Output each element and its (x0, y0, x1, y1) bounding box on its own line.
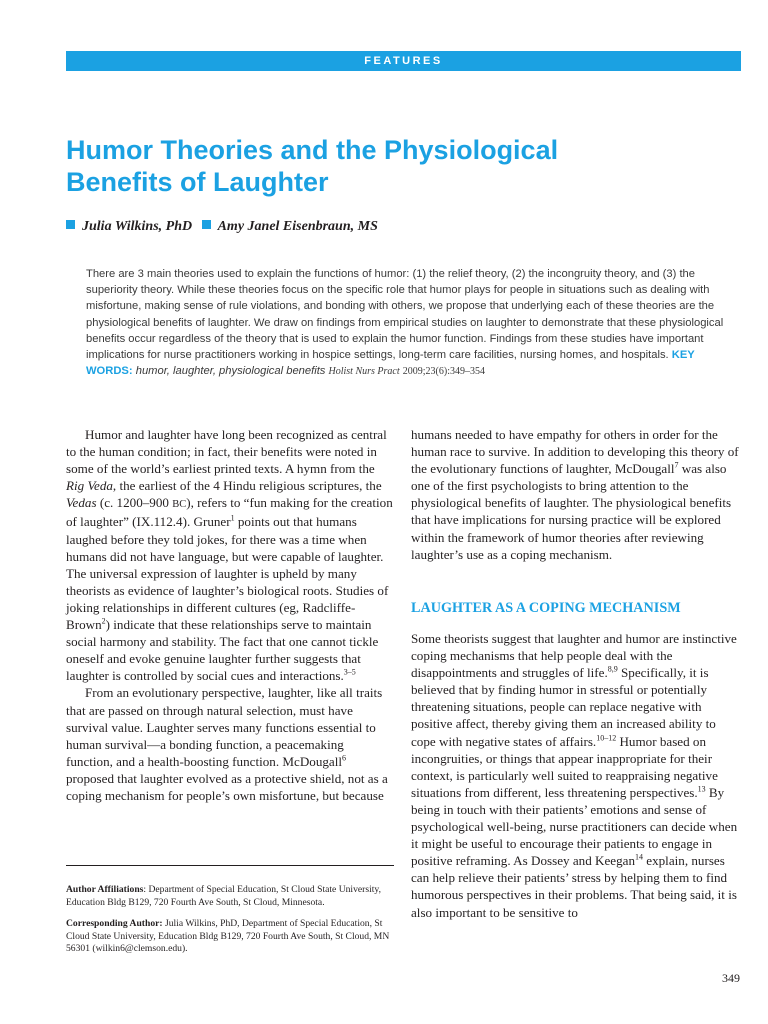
body-column-left (66, 426, 393, 804)
text-run-italic: Vedas (66, 495, 97, 511)
affiliations-text: : Department of Special Education, St Cloud State University, Education Bldg B129, 720 Fourth Ave South, St Cloud, Minnesota. (66, 884, 381, 908)
keywords-label: KEY WORDS: (86, 349, 695, 378)
footnote-divider (66, 865, 394, 866)
text-run-italic: Rig Veda (66, 478, 113, 494)
reference-superscript: 14 (635, 852, 643, 862)
reference-superscript: 8,9 (607, 664, 618, 674)
journal-name: Holist Nurs Pract (328, 366, 400, 378)
text-run: ), refers to “fun making for the creation of laughter” (IX.112.4). Gruner (66, 495, 393, 530)
reference-superscript: 2 (101, 616, 106, 626)
title-line-2: Benefits of Laughter (66, 167, 329, 197)
section-banner: FEATURES (66, 51, 741, 71)
affiliations-label: Author Affiliations (66, 884, 144, 895)
text-run: explain, nurses can help relieve their patients’ stress by helping them to find humorous perspectives in their problems. That being said, it is also important to be sensitive to (411, 853, 737, 920)
square-bullet-icon (66, 220, 75, 229)
text-run: Some theorists suggest that laughter and humor are instinctive coping mechanisms that help people deal with the disappointments and struggles of life. (411, 631, 737, 681)
abstract-text: There are 3 main theories used to explain the functions of humor: (1) the relief theory, (2) the incongruity theory, and (3) the superiority theory. While these theories focus on the specific role that humor plays for people in situations such as dealing with misfortune, making sense of rule violations, and bonding with others, we propose that underlying each of these theories are the physiological benefits of laughter. We draw on findings from empirical studies on laughter to demonstrate that these physiological benefits occur regardless of the theory that is used to explain the humor function. Findings from these studies have important implications for nurse practitioners working in hospice settings, long-term care facilities, nursing homes, and hospitals. (86, 268, 724, 362)
text-run: was also one of the first psychologists to bring attention to the physiological benefits of laughter. The physiological benefits that have implications for nursing practice will be explored within the framework of humor theories after reviewing laughter’s use as a coping mechanism. (411, 461, 732, 562)
corresponding-text: Julia Wilkins, PhD, Department of Special Education, St Cloud State University, Education Bldg B129, 720 Fourth Ave South, St Cloud, MN 56301 (wilkin6@clemson.edu). (66, 918, 390, 955)
text-run: points out that humans laughed before they told jokes, for there was a time when humans did not have language, but were capable of laughter. The universal expression of laughter is upheld by many theorists as evidence of laughter’s biological roots. Studies of joking relationships in different cultures (eg, Radcliffe-Brown (66, 514, 389, 633)
text-run: Specifically, it is believed that by finding humor in stressful or potentially threatening situations, people can replace negative with positive affect, thereby giving them an increased ability to cope with negative states of affairs. (411, 665, 716, 749)
paragraph (66, 426, 393, 684)
text-run: humans needed to have empathy for others in order for the human race to survive. In addition to developing this theory of the evolutionary functions of laughter, McDougall (411, 427, 739, 477)
keywords: humor, laughter, physiological benefits (135, 365, 326, 378)
author-1: Julia Wilkins, PhD (82, 219, 193, 234)
reference-superscript: 13 (697, 784, 706, 794)
text-run: From an evolutionary perspective, laughter, like all traits that are passed on through natural selection, must have survival value. Laughter serves many functions essential to human survival—a bonding function, a peacemaking function, and a health-boosting function. McDougall (66, 685, 383, 769)
reference-superscript: 6 (342, 753, 346, 763)
section-heading: LAUGHTER AS A COPING MECHANISM (411, 600, 681, 616)
reference-superscript: 10–12 (596, 733, 617, 743)
paragraph (411, 426, 742, 563)
text-run: proposed that laughter evolved as a protective shield, not as a coping mechanism for people’s own misfortune, but because (66, 770, 388, 803)
title-line-1: Humor Theories and the Physiological (66, 135, 559, 165)
reference-superscript: 3–5 (343, 667, 356, 677)
paragraph (66, 684, 393, 804)
text-run: By being in touch with their patients’ emotions and sense of psychological well-being, nurse practitioners can decide when it might be useful to encourage their patients to engage in positive reframing. As Dossey and Keegan (411, 784, 738, 869)
article-title (66, 134, 706, 198)
paragraph (411, 630, 742, 921)
body-column-right (411, 426, 742, 563)
abstract (86, 266, 726, 380)
text-run: Humor based on incongruities, or things that appear inappropriate for their context, is particularly well suited to reappraising negative situations from different, less threatening perspectives. (411, 733, 718, 800)
journal-citation: 2009;23(6):349–354 (402, 366, 485, 378)
square-bullet-icon (202, 220, 211, 229)
corresponding-author (66, 918, 397, 956)
author-affiliations (66, 884, 397, 909)
corresponding-label: Corresponding Author: (66, 918, 163, 929)
text-run-smallcaps: BC (172, 499, 187, 511)
author-2: Amy Janel Eisenbraun, MS (217, 219, 378, 234)
text-run: Humor and laughter have long been recognized as central to the human condition; in fact, their benefits were noted in some of the world’s earliest printed texts. A hymn from the (66, 427, 387, 477)
text-run: (c. 1200–900 (96, 495, 173, 511)
reference-superscript: 7 (674, 460, 679, 470)
page-number: 349 (722, 971, 740, 985)
author-list (66, 218, 378, 236)
reference-superscript: 1 (230, 514, 235, 524)
text-run: , the earliest of the 4 Hindu religious scriptures, the (112, 478, 382, 494)
body-column-right-continued (411, 630, 742, 921)
text-run: ) indicate that these relationships serve to maintain social harmony and stability. The fact that one cannot tickle oneself and evoke genuine laughter further suggests that laughter is controlled by social cues and interactions. (66, 617, 379, 684)
